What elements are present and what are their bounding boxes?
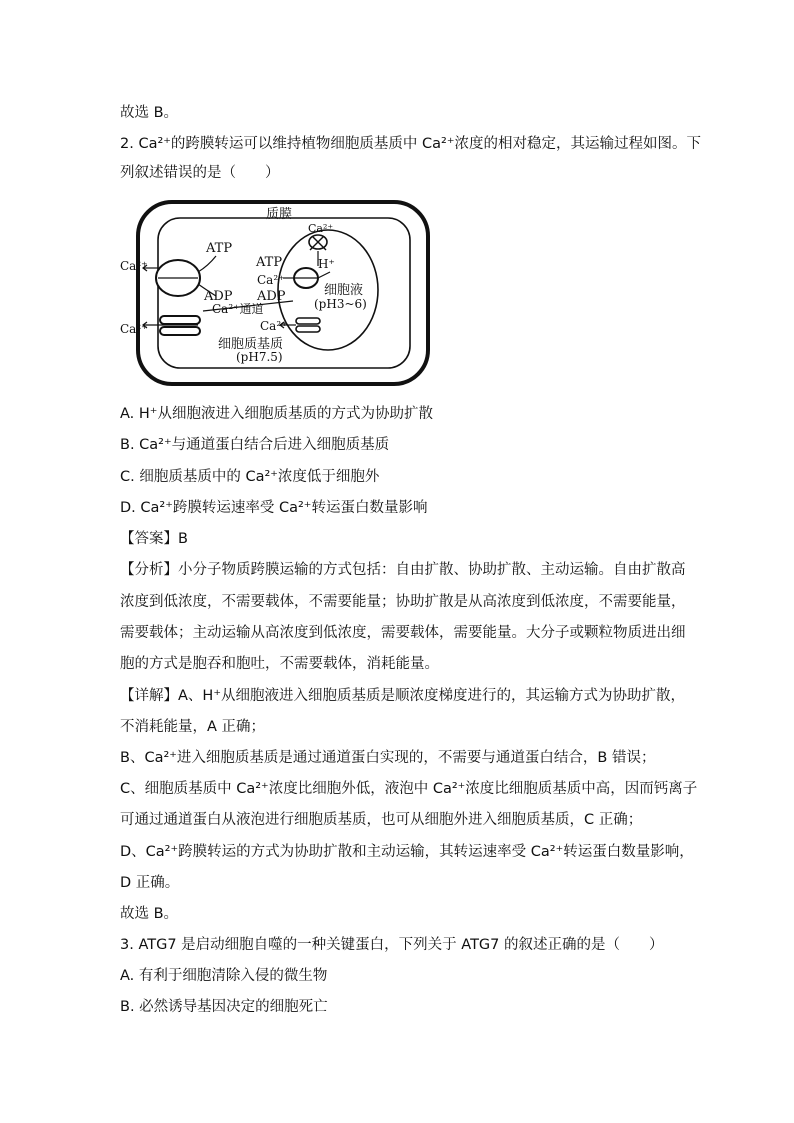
conclusion-line-2: 故选 B。	[120, 906, 179, 922]
label-membrane: 质膜	[266, 207, 293, 222]
label-ca-right: Ca²⁺	[257, 273, 285, 287]
option-d: D. Ca²⁺跨膜转运速率受 Ca²⁺转运蛋白数量影响	[120, 500, 428, 516]
calcium-transport-diagram	[118, 196, 438, 392]
question-2-stem: 2. Ca²⁺的跨膜转运可以维持植物细胞质基质中 Ca²⁺浓度的相对稳定，其运输过程如图。下	[120, 136, 702, 152]
calcium-channel-lower	[160, 327, 200, 335]
label-channel: Ca²⁺通道	[212, 302, 264, 316]
option-b: B. Ca²⁺与通道蛋白结合后进入细胞质基质	[120, 437, 390, 453]
option-c: C. 细胞质基质中的 Ca²⁺浓度低于细胞外	[120, 469, 380, 485]
label-ca-vacuole-top: Ca²⁺	[308, 222, 334, 235]
analysis-line-2: 浓度到低浓度，不需要载体，不需要能量；协助扩散是从高浓度到低浓度，不需要能量，	[120, 594, 686, 610]
question-3-option-a: A. 有利于细胞清除入侵的微生物	[120, 968, 328, 984]
question-3-stem: 3. ATG7 是启动细胞自噬的一种关键蛋白，下列关于 ATG7 的叙述正确的是（ ）	[120, 937, 664, 953]
calcium-channel-upper	[160, 316, 200, 324]
analysis-line-4: 胞的方式是胞吞和胞吐，不需要载体，消耗能量。	[120, 656, 439, 672]
option-a: A. H⁺从细胞液进入细胞质基质的方式为协助扩散	[120, 406, 433, 422]
explanation-line-1: 【详解】A、H⁺从细胞液进入细胞质基质是顺浓度梯度进行的，其运输方式为协助扩散，	[120, 688, 685, 704]
label-atp-right: ATP	[256, 255, 283, 270]
conclusion-line: 故选 B。	[120, 105, 179, 121]
vacuole-channel-upper	[296, 318, 320, 324]
label-adp-left: ADP	[204, 289, 233, 304]
explanation-line-3: B、Ca²⁺进入细胞质基质是通过通道蛋白实现的，不需要与通道蛋白结合，B 错误；	[120, 750, 656, 766]
explanation-line-6: D、Ca²⁺跨膜转运的方式为协助扩散和主动运输，其转运速率受 Ca²⁺转运蛋白数量影响，	[120, 844, 694, 860]
question-2-stem-cont: 列叙述错误的是（ ）	[120, 165, 280, 181]
explanation-line-7: D 正确。	[120, 875, 180, 891]
explanation-line-4: C、细胞质基质中 Ca²⁺浓度比细胞外低，液泡中 Ca²⁺浓度比细胞质基质中高，因而钙离子	[120, 781, 698, 797]
label-cytoplasm-ph: (pH7.5)	[236, 350, 283, 364]
label-adp-right: ADP	[257, 289, 286, 304]
answer: 【答案】B	[120, 531, 188, 547]
vacuole-channel-lower	[296, 326, 320, 332]
question-3-option-b: B. 必然诱导基因决定的细胞死亡	[120, 999, 328, 1015]
label-atp-left: ATP	[206, 241, 233, 256]
label-ca-left-bottom: Ca²⁺	[120, 322, 148, 336]
label-cell-sap: 细胞液	[324, 283, 364, 298]
label-cell-sap-ph: (pH3~6)	[314, 297, 367, 311]
analysis-line-1: 【分析】小分子物质跨膜运输的方式包括：自由扩散、协助扩散、主动运输。自由扩散高	[120, 562, 686, 578]
label-h-ion: H⁺	[318, 257, 335, 271]
explanation-line-5: 可通过通道蛋白从液泡进行细胞质基质，也可从细胞外进入细胞质基质，C 正确；	[120, 812, 643, 828]
label-ca-left-top: Ca²⁺	[120, 259, 148, 273]
explanation-line-2: 不消耗能量，A 正确；	[120, 719, 266, 735]
label-cytoplasm: 细胞质基质	[218, 337, 284, 352]
label-ca-vacuole-bottom: Ca²⁺	[260, 319, 288, 333]
analysis-line-3: 需要载体；主动运输从高浓度到低浓度，需要载体，需要能量。大分子或颗粒物质进出细	[120, 625, 686, 641]
